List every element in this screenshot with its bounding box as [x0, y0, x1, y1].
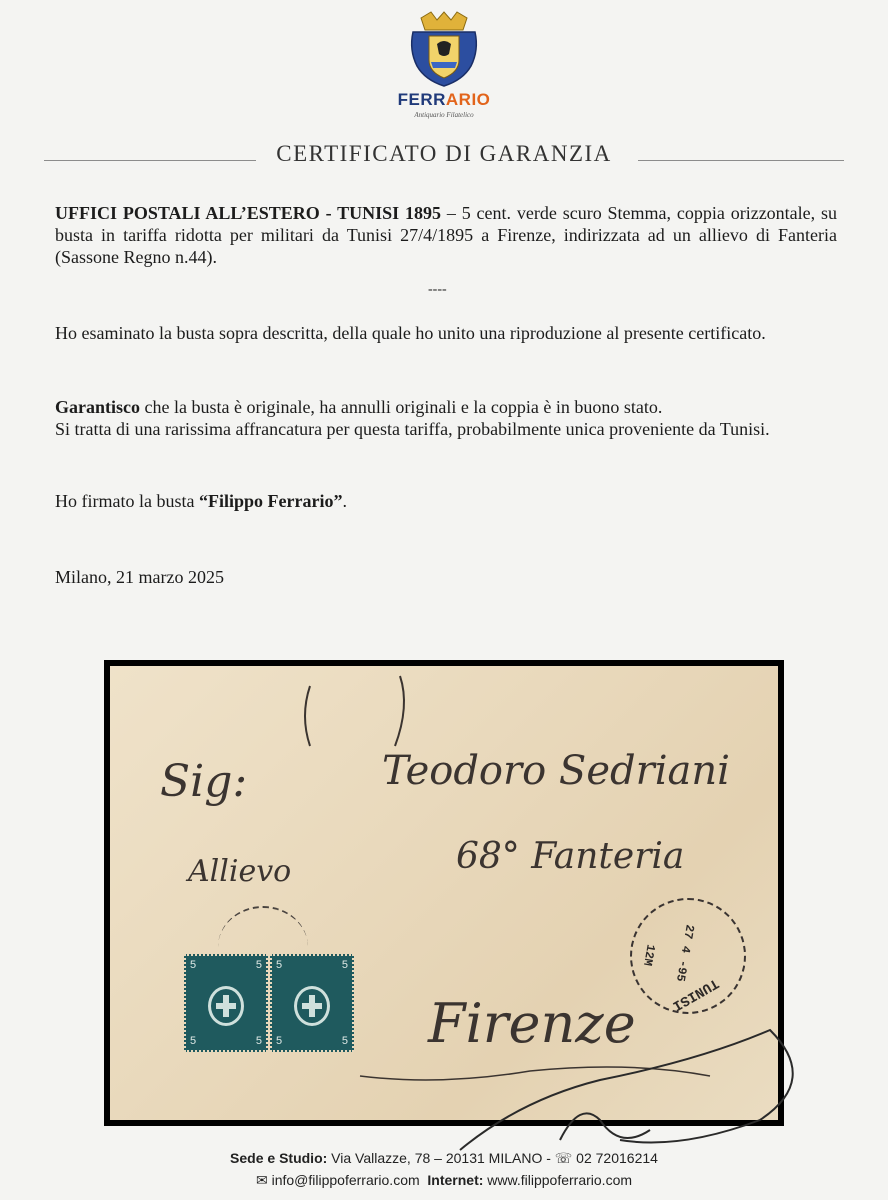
stamp-left: 5 5 5 5	[184, 954, 268, 1052]
signature-name: “Filippo Ferrario”	[198, 491, 343, 511]
title-rule-right	[638, 160, 844, 161]
footer-contacts	[0, 1172, 888, 1189]
address-regiment: 68° Fanteria	[456, 836, 685, 877]
certificate-title: CERTIFICATO DI GARANZIA	[276, 141, 612, 166]
brand-name: FERRARIO	[397, 90, 491, 109]
postmark-time: 12M	[640, 943, 658, 967]
email-link[interactable]: info@filippoferrario.com	[271, 1172, 420, 1188]
address-name: Teodoro Sedriani	[382, 748, 730, 794]
studio-label: Sede e Studio:	[230, 1150, 328, 1166]
separator: ----	[428, 282, 447, 297]
description-heading: UFFICI POSTALI ALL’ESTERO - TUNISI 1895	[55, 203, 442, 223]
ferrario-logo	[392, 10, 496, 119]
footer-address: Sede e Studio: Via Vallazze, 78 – 20131 MILANO - ☏ 02 72016214	[230, 1150, 658, 1166]
description-text: – 5 cent. verde scuro Stemma, coppia orizzontale, su busta in tariffa ridotta per militari da Tunisi 27/4/1895 a Firenze, indirizzata ad un allievo di Fanteria (Sassone Regno n.44).	[55, 203, 838, 267]
handwritten-flourish	[110, 666, 784, 1126]
phone-number: ☏ 02 72016214	[554, 1150, 658, 1166]
rarity-note: Si tratta di una rarissima affrancatura per questa tariffa, probabilmente unica proveniente da Tunisi.	[55, 419, 770, 439]
title-rule-left	[44, 160, 256, 161]
website-link[interactable]: www.filippoferrario.com	[483, 1172, 633, 1188]
internet-label: Internet:	[427, 1172, 484, 1188]
postmark-city: TUNISI	[669, 974, 722, 1014]
address-city: Firenze	[428, 992, 636, 1055]
postmark-date: 27 4 -95	[672, 923, 697, 983]
coat-of-arms-icon	[407, 10, 481, 88]
brand-tagline: Antiquario Filatelico	[414, 111, 474, 119]
address-rank: Allievo	[188, 854, 292, 889]
date-line: Milano, 21 marzo 2025	[55, 567, 224, 587]
guarantee-heading: Garantisco	[55, 397, 140, 417]
email-icon: ✉	[255, 1172, 268, 1188]
signature-note: Ho firmato la busta “Filippo Ferrario”.	[55, 491, 347, 511]
envelope-image	[104, 660, 784, 1126]
stamp-description	[55, 202, 837, 268]
guarantee-paragraph: Garantisco che la busta è originale, ha annulli originali e la coppia è in buono stato. Si tratta di una rarissima affrancatura per questa tariffa, probabilmente unica proveniente da Tunisi.	[55, 397, 770, 439]
stamp-right: 5 5 5 5	[270, 954, 354, 1052]
address-title: Sig:	[160, 756, 248, 807]
examination-paragraph: Ho esaminato la busta sopra descritta, della quale ho unito una riproduzione al presente certificato.	[55, 323, 766, 343]
